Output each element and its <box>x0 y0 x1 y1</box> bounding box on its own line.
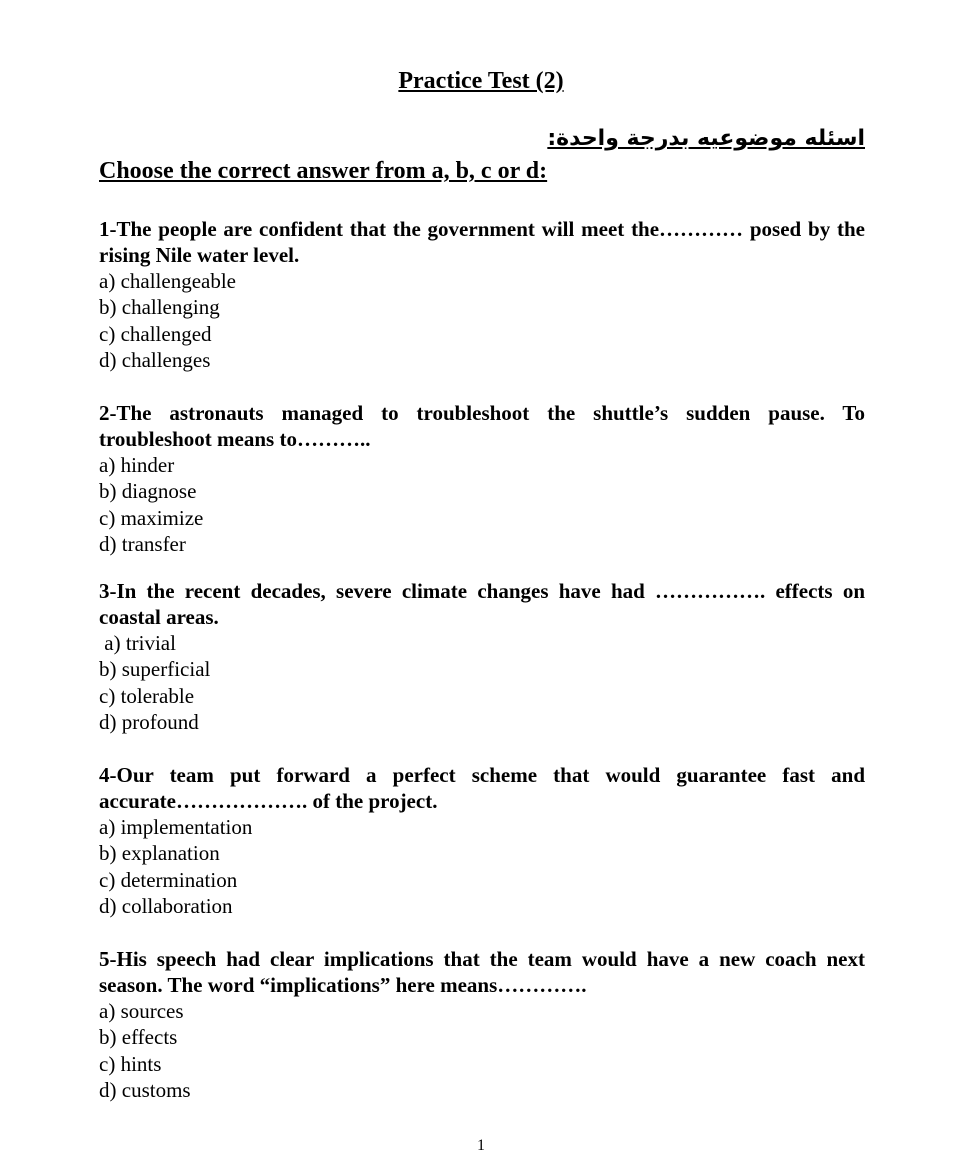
option-c: c) challenged <box>99 321 212 346</box>
question-text: 2-The astronauts managed to troubleshoot the shuttle’s sudden pause. To troubleshoot means to……….. <box>99 401 865 451</box>
option-d: d) challenges <box>99 348 211 373</box>
option-c: c) determination <box>99 867 238 892</box>
option-c: c) tolerable <box>99 683 195 708</box>
option-b: b) challenging <box>99 295 220 320</box>
option-c: c) hints <box>99 1051 162 1076</box>
option-b: b) superficial <box>99 657 211 682</box>
option-a: a) challengeable <box>99 269 236 293</box>
page-number: 1 <box>477 1137 485 1154</box>
question-1 <box>99 216 865 374</box>
option-d: d) collaboration <box>99 894 233 919</box>
option-b: b) diagnose <box>99 479 197 504</box>
question-text: 5-His speech had clear implications that the team would have a new coach next season. The word “implications” here means…………. <box>99 947 865 997</box>
option-b: b) effects <box>99 1025 178 1050</box>
option-a: a) sources <box>99 999 184 1023</box>
question-2 <box>99 400 865 558</box>
question-text: 3-In the recent decades, severe climate changes have had ……………. effects on coastal areas. <box>99 579 865 629</box>
page-title: Practice Test (2) <box>398 68 564 94</box>
question-text: 1-The people are confident that the government will meet the………… posed by the rising Nile water level. <box>99 217 865 267</box>
option-a: a) hinder <box>99 453 175 477</box>
arabic-heading: اسئله موضوعيه بدرجة واحدة: <box>547 126 865 151</box>
question-3 <box>99 578 865 736</box>
option-a: a) trivial <box>99 631 176 655</box>
option-c: c) maximize <box>99 505 204 530</box>
option-a: a) implementation <box>99 815 253 839</box>
option-d: d) customs <box>99 1078 191 1103</box>
instruction-heading: Choose the correct answer from a, b, c or d: <box>99 158 548 184</box>
option-d: d) transfer <box>99 532 186 557</box>
option-b: b) explanation <box>99 841 220 866</box>
question-text: 4-Our team put forward a perfect scheme that would guarantee fast and accurate………………. of the project. <box>99 763 865 813</box>
question-5 <box>99 946 865 1104</box>
question-4 <box>99 762 865 920</box>
option-d: d) profound <box>99 710 199 735</box>
